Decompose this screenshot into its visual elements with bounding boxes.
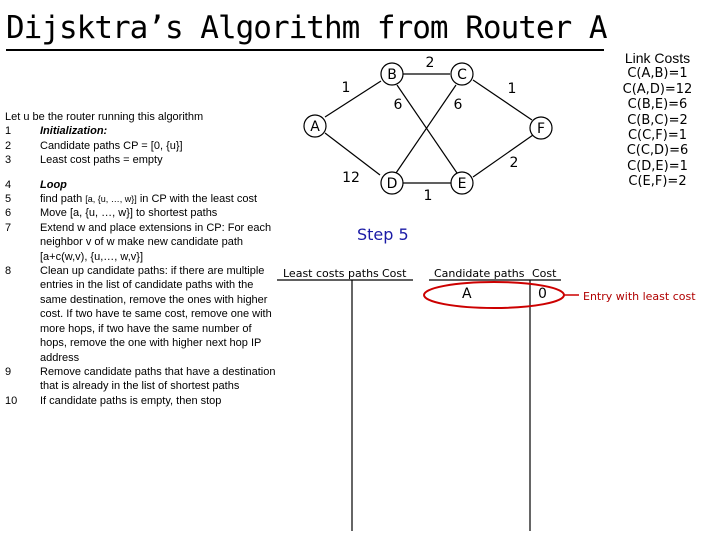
step-label: Step 5 [357, 225, 409, 244]
node-label-b: B [387, 67, 397, 83]
edge-b-e [397, 85, 457, 173]
edge-c-f [473, 80, 532, 120]
link-cost-item: C(D,E)=1 [627, 158, 688, 174]
link-cost-item: C(C,D)=6 [626, 143, 689, 159]
edge-label-a-b: 1 [341, 80, 351, 96]
candidate-paths-header: Candidate paths [434, 267, 525, 280]
line-number: 10 [5, 394, 18, 407]
edge-c-d [393, 85, 456, 173]
line-number: 1 [5, 125, 12, 138]
candidate-path-cell: A [462, 286, 472, 302]
link-cost-item: C(B,C)=2 [627, 112, 688, 128]
edge-a-b [325, 81, 381, 117]
node-label-f: F [536, 121, 546, 137]
edge-label-c-d: 6 [453, 97, 463, 113]
link-cost-item: C(A,B)=1 [627, 66, 688, 82]
line-number: 7 [5, 221, 12, 234]
node-label-c: C [457, 67, 467, 83]
line-text: Least cost paths = empty [40, 154, 163, 167]
least-cost-annotation: Entry with least cost [583, 290, 696, 303]
edge-label-c-f: 1 [507, 81, 517, 97]
edge-label-e-f: 2 [509, 155, 519, 171]
line-text: Move [a, {u, …, w}] to shortest paths [40, 207, 218, 220]
line-number: 2 [5, 139, 12, 152]
edge-a-d [325, 133, 380, 175]
line-text: Candidate paths CP = [0, {u}] [40, 139, 183, 152]
line-number: 3 [5, 154, 12, 167]
line-number: 4 [5, 178, 12, 191]
edge-e-f [473, 135, 533, 177]
candidate-cost-cell: 0 [538, 286, 547, 302]
line-text: find path [a, {u, …, w}] in CP with the least cost [40, 193, 258, 206]
edge-label-a-d: 12 [342, 170, 360, 186]
line-number: 6 [5, 207, 12, 220]
line-text: Clean up candidate paths: if there are multiple entries in the list of candidate paths with the same destination, remove the ones with higher cost. If two have te same cost, remove one with more hops, if two have the same number of hops, remove the one with higher next hop IP address [40, 265, 272, 364]
node-label-e: E [457, 176, 467, 192]
least-costs-header: Least costs paths [283, 267, 379, 280]
line-text: If candidate paths is empty, then stop [40, 394, 222, 407]
edge-label-b-e: 6 [393, 97, 403, 113]
node-label-a: A [310, 119, 320, 135]
edge-label-b-c: 2 [425, 55, 435, 71]
edge-label-d-e: 1 [423, 188, 433, 204]
line-number: 5 [5, 193, 12, 206]
line-text: Extend w and place extensions in CP: For each neighbor v of w make new candidate path [a+c(w,v), {u,…, w,v}] [40, 221, 272, 263]
line-text: Initialization: [40, 125, 108, 138]
line-text: Remove candidate paths that have a destination that is already in the list of shortest paths [40, 365, 276, 393]
candidate-cost-header: Cost [532, 267, 557, 280]
line-number: 8 [5, 265, 12, 278]
line-number: 9 [5, 365, 12, 378]
algorithm-intro: Let u be the router running this algorithm [5, 111, 204, 123]
node-label-d: D [386, 176, 398, 192]
link-cost-item: C(E,F)=2 [628, 174, 687, 190]
least-costs-cost-header: Cost [382, 267, 407, 280]
link-cost-item: C(B,E)=6 [627, 97, 688, 113]
link-cost-item: C(A,D)=12 [622, 81, 693, 97]
page-title: Dijsktra’s Algorithm from Router A [6, 10, 607, 46]
line-text: Loop [40, 178, 67, 191]
link-cost-item: C(C,F)=1 [627, 128, 688, 144]
link-costs-header: Link Costs [624, 50, 691, 66]
